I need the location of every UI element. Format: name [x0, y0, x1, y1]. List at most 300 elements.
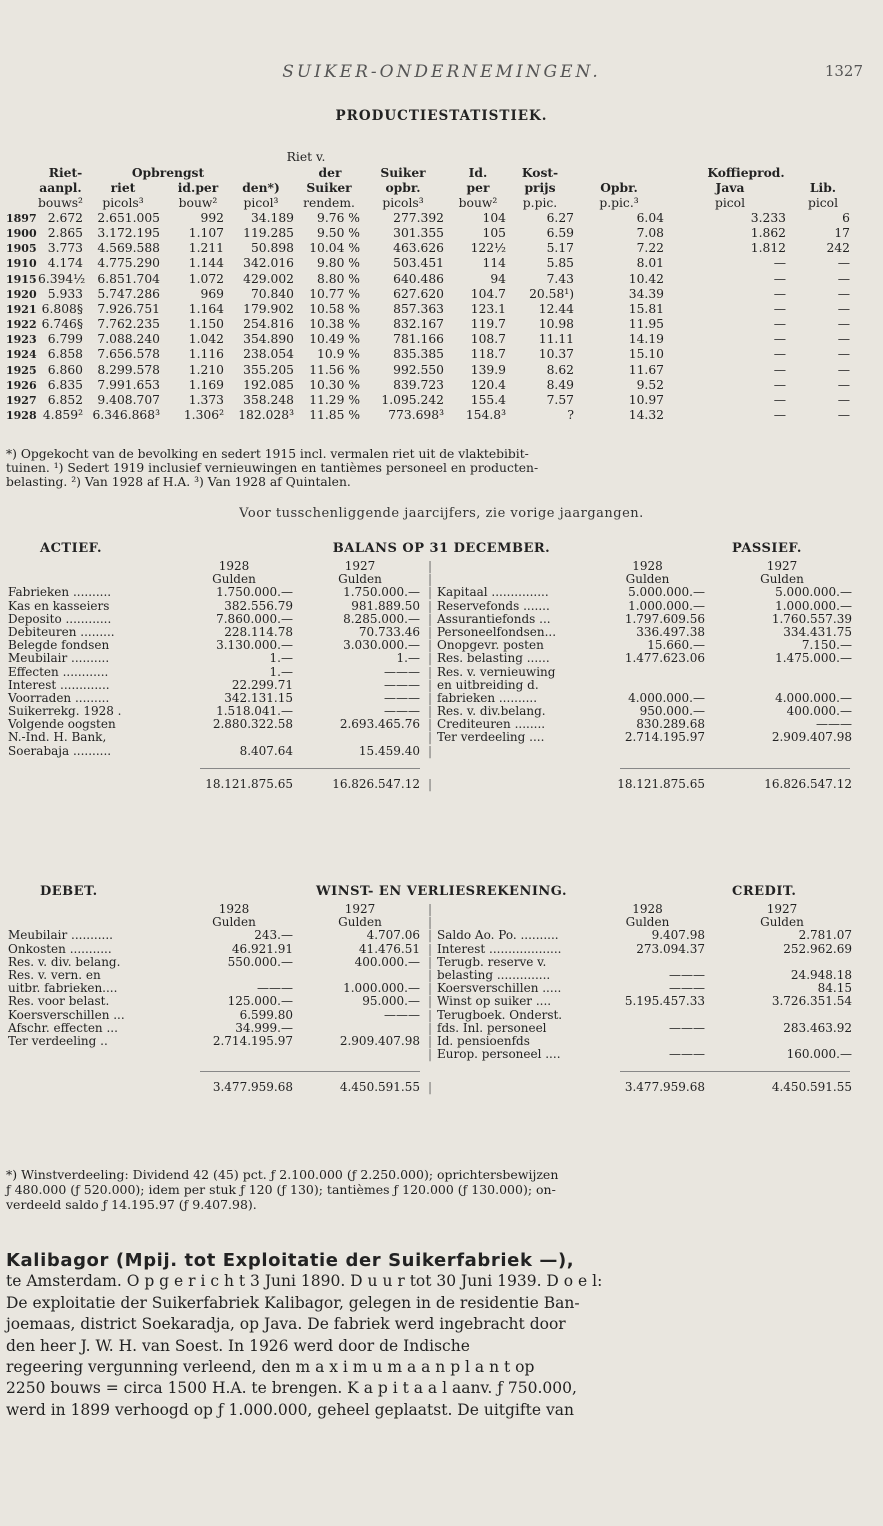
row-value: ——— [384, 690, 420, 705]
totals-row [0, 1081, 883, 1094]
production-year: 1915 [6, 272, 37, 286]
column-divider: | [428, 1047, 433, 1062]
production-cell: 10.30 % [309, 377, 360, 392]
row-label: Onkosten ........... [8, 941, 112, 956]
row-label-right: Onopgevr. posten [437, 638, 544, 653]
row-value: 1.— [269, 651, 293, 666]
row-value: 3.130.000.— [216, 638, 293, 653]
production-cell: 301.355 [393, 225, 444, 240]
production-cell: 342.016 [243, 256, 294, 271]
production-cell: 120.4 [470, 377, 506, 392]
row-value: 24.948.18 [790, 967, 852, 982]
production-cell: 10.97 [628, 393, 664, 407]
production-cell: 429.002 [243, 271, 294, 286]
production-cell: 10.98 [538, 317, 574, 332]
production-header-cell: Suiker [380, 165, 426, 181]
row-label: uitbr. fabrieken.... [8, 981, 118, 996]
table-header-cell: 1928 [632, 902, 663, 916]
production-year: 1900 [6, 226, 37, 240]
production-cell: 182.028³ [238, 408, 294, 423]
table-title-row [0, 885, 883, 903]
table-header-cell: Gulden [625, 915, 670, 930]
production-header-cell: der [318, 165, 342, 181]
row-value: 252.962.69 [783, 941, 852, 956]
production-cell: 7.43 [546, 271, 574, 286]
table-row [0, 731, 883, 744]
table-header-cell: Gulden [760, 915, 804, 930]
production-cell: 9.80 % [317, 256, 360, 271]
production-header-cell: p.pic. [522, 195, 558, 210]
production-header-cell: picols³ [102, 195, 144, 210]
production-cell: 11.85 % [309, 408, 360, 423]
row-label-right: Winst op suiker .... [437, 994, 552, 1009]
production-cell: 6.346.868³ [92, 408, 160, 423]
production-header-cell: riet [110, 180, 136, 196]
table-left-title: DEBET. [40, 884, 98, 899]
row-value: 6.599.80 [239, 1007, 293, 1022]
row-label: Res. v. div. belang. [8, 954, 121, 969]
production-cell: — [773, 347, 786, 362]
profit-distribution-note [6, 1167, 876, 1212]
production-year: 1924 [6, 348, 37, 362]
table-header-cell: Gulden [338, 915, 382, 930]
row-value: 7.860.000.— [216, 611, 293, 626]
production-cell: 108.7 [470, 332, 506, 347]
production-cell: — [837, 256, 850, 271]
production-cell: 94 [490, 271, 506, 286]
row-value: 95.000.— [362, 994, 420, 1009]
production-cell: 179.902 [243, 301, 294, 316]
production-title: PRODUCTIESTATISTIEK. [335, 108, 548, 124]
table-row [0, 943, 883, 956]
row-label: Ter verdeeling .. [8, 1033, 108, 1048]
row-value: 1.750.000.— [343, 585, 420, 600]
row-label: Suikerrekg. 1928 . [8, 704, 122, 719]
production-cell: 2.865 [47, 225, 83, 240]
table-row [0, 586, 883, 599]
column-divider: | [428, 1080, 433, 1095]
company-text-line: den heer J. W. H. van Soest. In 1926 werd door de Indische [6, 1336, 470, 1355]
production-header-cell: Riet- [48, 165, 83, 181]
row-label: Soerabaja .......... [8, 743, 112, 758]
row-label: Belegde fondsen [8, 638, 110, 653]
column-divider: | [428, 677, 433, 692]
production-footnote-line: tuinen. ¹) Sedert 1919 inclusief vernieuwingen en tantièmes personeel en producten- [6, 461, 539, 475]
running-head: SUIKER-ONDERNEMINGEN. [282, 62, 601, 82]
production-row [6, 287, 878, 302]
production-cell: 50.898 [250, 241, 294, 256]
row-value: 2.909.407.98 [339, 1033, 420, 1048]
production-row [6, 347, 878, 362]
table-header-cell: Gulden [338, 572, 382, 587]
production-cell: 9.76 % [317, 210, 360, 225]
row-value: 950.000.— [639, 704, 705, 719]
table-title: WINST- EN VERLIESREKENING. [316, 884, 567, 899]
total-value: 4.450.591.55 [771, 1080, 852, 1095]
production-cell: — [837, 317, 850, 332]
production-cell: — [773, 301, 786, 316]
production-cell: 1.150 [188, 317, 224, 332]
row-label-right: Saldo Ao. Po. .......... [437, 928, 559, 943]
row-label-right: fabrieken .......... [437, 690, 538, 705]
production-cell: 857.363 [393, 301, 444, 316]
production-cell: 122½ [470, 241, 506, 256]
production-cell: 155.4 [470, 393, 506, 407]
company-text-line: 2250 bouws = circa 1500 H.A. te brengen. K a p i t a a l aanv. ƒ 750.000, [6, 1379, 577, 1398]
row-label: Voorraden ......... [8, 690, 110, 705]
production-cell: 14.32 [628, 408, 664, 423]
table-row [0, 666, 883, 679]
production-cell: 4.174 [47, 256, 83, 271]
production-cell: 3.233 [750, 210, 786, 225]
production-cell: 1.072 [188, 271, 224, 286]
production-cell: 4.859² [42, 408, 83, 423]
row-value: 2.781.07 [798, 928, 852, 943]
production-cell: 11.29 % [309, 393, 360, 407]
row-label: Interest ............. [8, 677, 110, 692]
row-label-right: Interest ................... [437, 941, 562, 956]
production-cell: 354.890 [243, 332, 294, 347]
total-value: 16.826.547.12 [332, 776, 420, 791]
row-value: 4.000.000.— [775, 690, 852, 705]
production-header-cell: Java [715, 180, 745, 196]
page-number: 1327 [824, 62, 863, 80]
production-year: 1922 [6, 318, 37, 332]
row-value: 7.150.— [801, 638, 852, 653]
production-cell: — [773, 286, 786, 301]
production-cell: — [837, 377, 850, 392]
row-value: 342.131.15 [224, 690, 293, 705]
production-cell: 640.486 [393, 271, 444, 286]
production-cell: 5.85 [546, 256, 574, 271]
production-cell: 7.762.235 [97, 317, 160, 332]
column-divider: | [428, 559, 433, 573]
row-value: 1.477.623.06 [624, 651, 705, 666]
production-cell: 835.385 [393, 347, 444, 362]
column-divider: | [428, 1033, 433, 1048]
production-cell: 5.747.286 [97, 286, 160, 301]
row-value: 3.726.351.54 [771, 994, 852, 1009]
row-label: Fabrieken .......... [8, 585, 112, 600]
production-cell: 10.77 % [309, 286, 360, 301]
production-header-row [6, 180, 878, 195]
profit-note-line: verdeeld saldo ƒ 14.195.97 (ƒ 9.407.98). [6, 1197, 257, 1212]
column-divider: | [428, 638, 433, 653]
production-header-cell: den*) [242, 180, 280, 196]
row-value: 15.459.40 [358, 743, 420, 758]
production-header-cell: picol³ [243, 195, 279, 210]
row-value: ——— [384, 704, 420, 719]
production-header-cell: bouw² [458, 195, 498, 210]
row-value: 228.114.78 [224, 624, 293, 639]
table-header-cell: 1928 [218, 902, 250, 916]
production-cell: 9.50 % [317, 225, 360, 240]
row-value: 273.094.37 [636, 941, 705, 956]
row-value: 830.289.68 [636, 717, 705, 732]
production-cell: 7.08 [636, 225, 664, 240]
production-cell: — [837, 286, 850, 301]
row-label: Effecten ............ [8, 664, 109, 679]
production-header-cell: Opbr. [600, 180, 638, 196]
row-label: Res. v. vern. en [8, 967, 101, 982]
row-label-right: belasting .............. [437, 967, 551, 982]
table-header-row [0, 560, 883, 573]
totals-row [0, 778, 883, 791]
production-cell: 3.773 [47, 241, 83, 256]
production-cell: 7.22 [636, 241, 664, 256]
production-cell: 192.085 [243, 377, 294, 392]
row-value: 22.299.71 [231, 677, 293, 692]
production-cell: 839.723 [393, 377, 444, 392]
production-header-cell: per [466, 180, 490, 196]
column-divider: | [428, 915, 433, 930]
company-text-line: te Amsterdam. O p g e r i c h t 3 Juni 1890. D u u r tot 30 Juni 1939. D o e l: [6, 1272, 603, 1291]
row-value: 334.431.75 [783, 624, 852, 639]
column-divider: | [428, 941, 433, 956]
production-cell: 4.775.290 [97, 256, 160, 271]
production-cell: 7.991.653 [97, 377, 160, 392]
production-cell: 832.167 [393, 317, 444, 332]
row-value: 550.000.— [227, 954, 293, 969]
production-table [6, 150, 878, 423]
production-cell: 2.672 [47, 210, 83, 225]
spacer-row [0, 1061, 883, 1081]
row-value: 981.889.50 [351, 598, 420, 613]
production-cell: 154.8³ [465, 408, 506, 423]
production-header-cell: Koffieprod. [707, 165, 785, 181]
profit-note-line: ƒ 480.000 (ƒ 520.000); idem per stuk ƒ 120 (ƒ 130); tantièmes ƒ 120.000 (ƒ 130.000); on- [6, 1182, 556, 1197]
production-cell: 6.27 [546, 210, 574, 225]
table-row [0, 956, 883, 969]
production-row [6, 317, 878, 332]
production-year: 1928 [6, 409, 37, 423]
production-cell: 10.9 % [317, 347, 360, 362]
column-divider: | [428, 664, 433, 679]
production-cell: — [773, 393, 786, 407]
production-cell: — [837, 393, 850, 407]
production-cell: — [773, 408, 786, 423]
production-row [6, 363, 878, 378]
row-value: ——— [257, 981, 293, 996]
row-value: 8.285.000.— [343, 611, 420, 626]
row-value: ——— [669, 1047, 705, 1062]
row-value: ——— [669, 1020, 705, 1035]
row-value: 41.476.51 [358, 941, 420, 956]
production-cell: 2.651.005 [97, 210, 160, 225]
production-cell: 503.451 [393, 256, 444, 271]
row-value: 9.407.98 [651, 928, 705, 943]
production-row [6, 302, 878, 317]
row-value: 4.707.06 [366, 928, 420, 943]
table-title: BALANS OP 31 DECEMBER. [332, 541, 551, 556]
production-cell: — [837, 408, 850, 423]
total-rule [620, 1071, 850, 1072]
production-cell: 6.858 [47, 347, 83, 362]
row-label-right: Res. v. vernieuwing [437, 664, 556, 679]
production-header-cell: picol [714, 195, 746, 210]
row-label: Debiteuren ......... [8, 624, 115, 639]
company-text-line: regeering vergunning verleend, den m a x i m u m a a n p l a n t op [6, 1358, 535, 1377]
column-divider: | [428, 730, 433, 745]
production-cell: — [837, 347, 850, 362]
row-value: ——— [384, 664, 420, 679]
production-cell: 1.095.242 [381, 393, 444, 407]
column-divider: | [428, 585, 433, 600]
column-divider: | [428, 967, 433, 982]
total-value: 16.826.547.12 [764, 776, 852, 791]
row-value: 4.000.000.— [628, 690, 705, 705]
production-cell: ? [567, 408, 574, 423]
production-cell: 119.7 [470, 317, 506, 332]
row-label: Res. voor belast. [8, 994, 110, 1009]
row-value: 70.733.46 [358, 624, 420, 639]
production-cell: 355.205 [243, 362, 294, 377]
production-cell: — [773, 362, 786, 377]
production-cell: 242 [826, 241, 850, 256]
production-header-cell: picol [807, 195, 839, 210]
production-header-cell: rendem. [303, 195, 355, 210]
production-cell: 8.62 [546, 362, 574, 377]
company-heading: Kalibagor (Mpij. tot Exploitatie der Suikerfabriek —), [6, 1250, 575, 1271]
row-label-right: fds. Inl. personeel [437, 1020, 547, 1035]
production-header-cell: Kost- [521, 165, 559, 181]
company-entry [6, 1250, 876, 1421]
table-header-cell: 1927 [766, 902, 798, 916]
column-divider: | [428, 928, 433, 943]
table-header-cell: 1928 [218, 559, 250, 573]
total-value: 3.477.959.68 [212, 1080, 293, 1095]
production-row [6, 241, 878, 256]
column-divider: | [428, 598, 433, 613]
table-right-title: PASSIEF. [732, 541, 802, 556]
production-cell: 3.172.195 [97, 225, 160, 240]
total-rule [200, 1071, 420, 1072]
table-right-title: CREDIT. [732, 884, 797, 899]
total-rule [200, 768, 420, 769]
row-label-right: Crediteuren ........ [437, 717, 546, 732]
production-header-cell: Opbrengst [131, 165, 205, 181]
row-value: 34.999.— [235, 1020, 293, 1035]
production-cell: 1.164 [188, 301, 224, 316]
table-row [0, 745, 883, 758]
production-cell: 34.39 [628, 286, 664, 301]
production-cell: 781.166 [393, 332, 444, 347]
production-cell: 12.44 [538, 301, 574, 316]
table-row [0, 600, 883, 613]
row-label: Meubilair ........... [8, 928, 113, 943]
table-header-cell: Gulden [625, 572, 670, 587]
row-label-right: Koersverschillen ..... [437, 981, 562, 996]
production-header-row [6, 165, 878, 180]
production-cell: 10.38 % [309, 317, 360, 332]
production-cell: 11.11 [538, 332, 574, 347]
row-label-right: Assurantiefonds ... [437, 611, 551, 626]
row-value: 8.407.64 [239, 743, 293, 758]
production-cell: 119.285 [243, 225, 294, 240]
row-value: 400.000.— [786, 704, 852, 719]
production-cell: 14.19 [628, 332, 664, 347]
production-cell: 1.107 [188, 225, 224, 240]
column-divider: | [428, 994, 433, 1009]
production-cell: 10.42 [628, 271, 664, 286]
total-rule [620, 768, 850, 769]
row-label: N.-Ind. H. Bank, [8, 730, 107, 745]
row-value: 2.880.322.58 [212, 717, 293, 732]
production-cell: 463.626 [393, 241, 444, 256]
row-value: 1.— [396, 651, 420, 666]
production-cell: 992 [200, 210, 224, 225]
production-cell: 10.49 % [309, 332, 360, 347]
table-row [0, 652, 883, 665]
production-row [6, 226, 878, 241]
production-header-cell: picols³ [382, 195, 424, 210]
table-header-cell: 1927 [344, 559, 376, 573]
table-title-row [0, 542, 883, 560]
table-row [0, 1048, 883, 1061]
production-cell: 1.116 [188, 347, 224, 362]
production-cell: 139.9 [470, 362, 506, 377]
company-text-line: joemaas, district Soekaradja, op Java. De fabriek werd ingebracht door [6, 1315, 566, 1334]
row-value: 5.195.457.33 [624, 994, 705, 1009]
production-cell: 1.373 [188, 393, 224, 407]
production-year: 1905 [6, 242, 37, 256]
production-cell: — [773, 332, 786, 347]
production-cell: 10.04 % [309, 241, 360, 256]
table-header-cell: Gulden [760, 572, 804, 587]
column-divider: | [428, 954, 433, 969]
production-header-cell: Id. [468, 165, 488, 181]
production-cell: 6.860 [47, 362, 83, 377]
row-value: ——— [384, 1007, 420, 1022]
row-value: 15.660.— [647, 638, 705, 653]
column-divider: | [428, 611, 433, 626]
row-value: 2.909.407.98 [771, 730, 852, 745]
production-cell: 238.054 [243, 347, 294, 362]
production-cell: — [773, 271, 786, 286]
production-cell: 1.812 [750, 241, 786, 256]
table-row [0, 1022, 883, 1035]
production-cell: 6 [842, 210, 850, 225]
production-cell: 1.211 [188, 241, 224, 256]
production-row [6, 272, 878, 287]
production-cell: 9.52 [636, 377, 664, 392]
total-value: 18.121.875.65 [617, 776, 705, 791]
row-value: 382.556.79 [224, 598, 293, 613]
production-cell: 7.57 [546, 393, 574, 407]
table-header-cell: Gulden [212, 915, 256, 930]
column-divider: | [428, 717, 433, 732]
production-row [6, 332, 878, 347]
table-row [0, 613, 883, 626]
production-cell: 1.144 [188, 256, 224, 271]
production-header-row [6, 196, 878, 211]
production-cell: 6.59 [546, 225, 574, 240]
row-value: 243.— [254, 928, 293, 943]
row-value: 1.— [269, 664, 293, 679]
production-cell: 104.7 [470, 286, 506, 301]
production-cell: 1.169 [188, 377, 224, 392]
production-cell: 6.852 [47, 393, 83, 407]
column-divider: | [428, 704, 433, 719]
production-cell: 5.933 [47, 286, 83, 301]
table-header-row [0, 903, 883, 916]
production-cell: 10.58 % [309, 301, 360, 316]
production-cell: 6.799 [47, 332, 83, 347]
company-text-line: De exploitatie der Suikerfabriek Kalibagor, gelegen in de residentie Ban- [6, 1293, 580, 1312]
production-row [6, 211, 878, 226]
production-header-cell: Riet v. [286, 150, 326, 164]
production-cell: 254.816 [243, 317, 294, 332]
